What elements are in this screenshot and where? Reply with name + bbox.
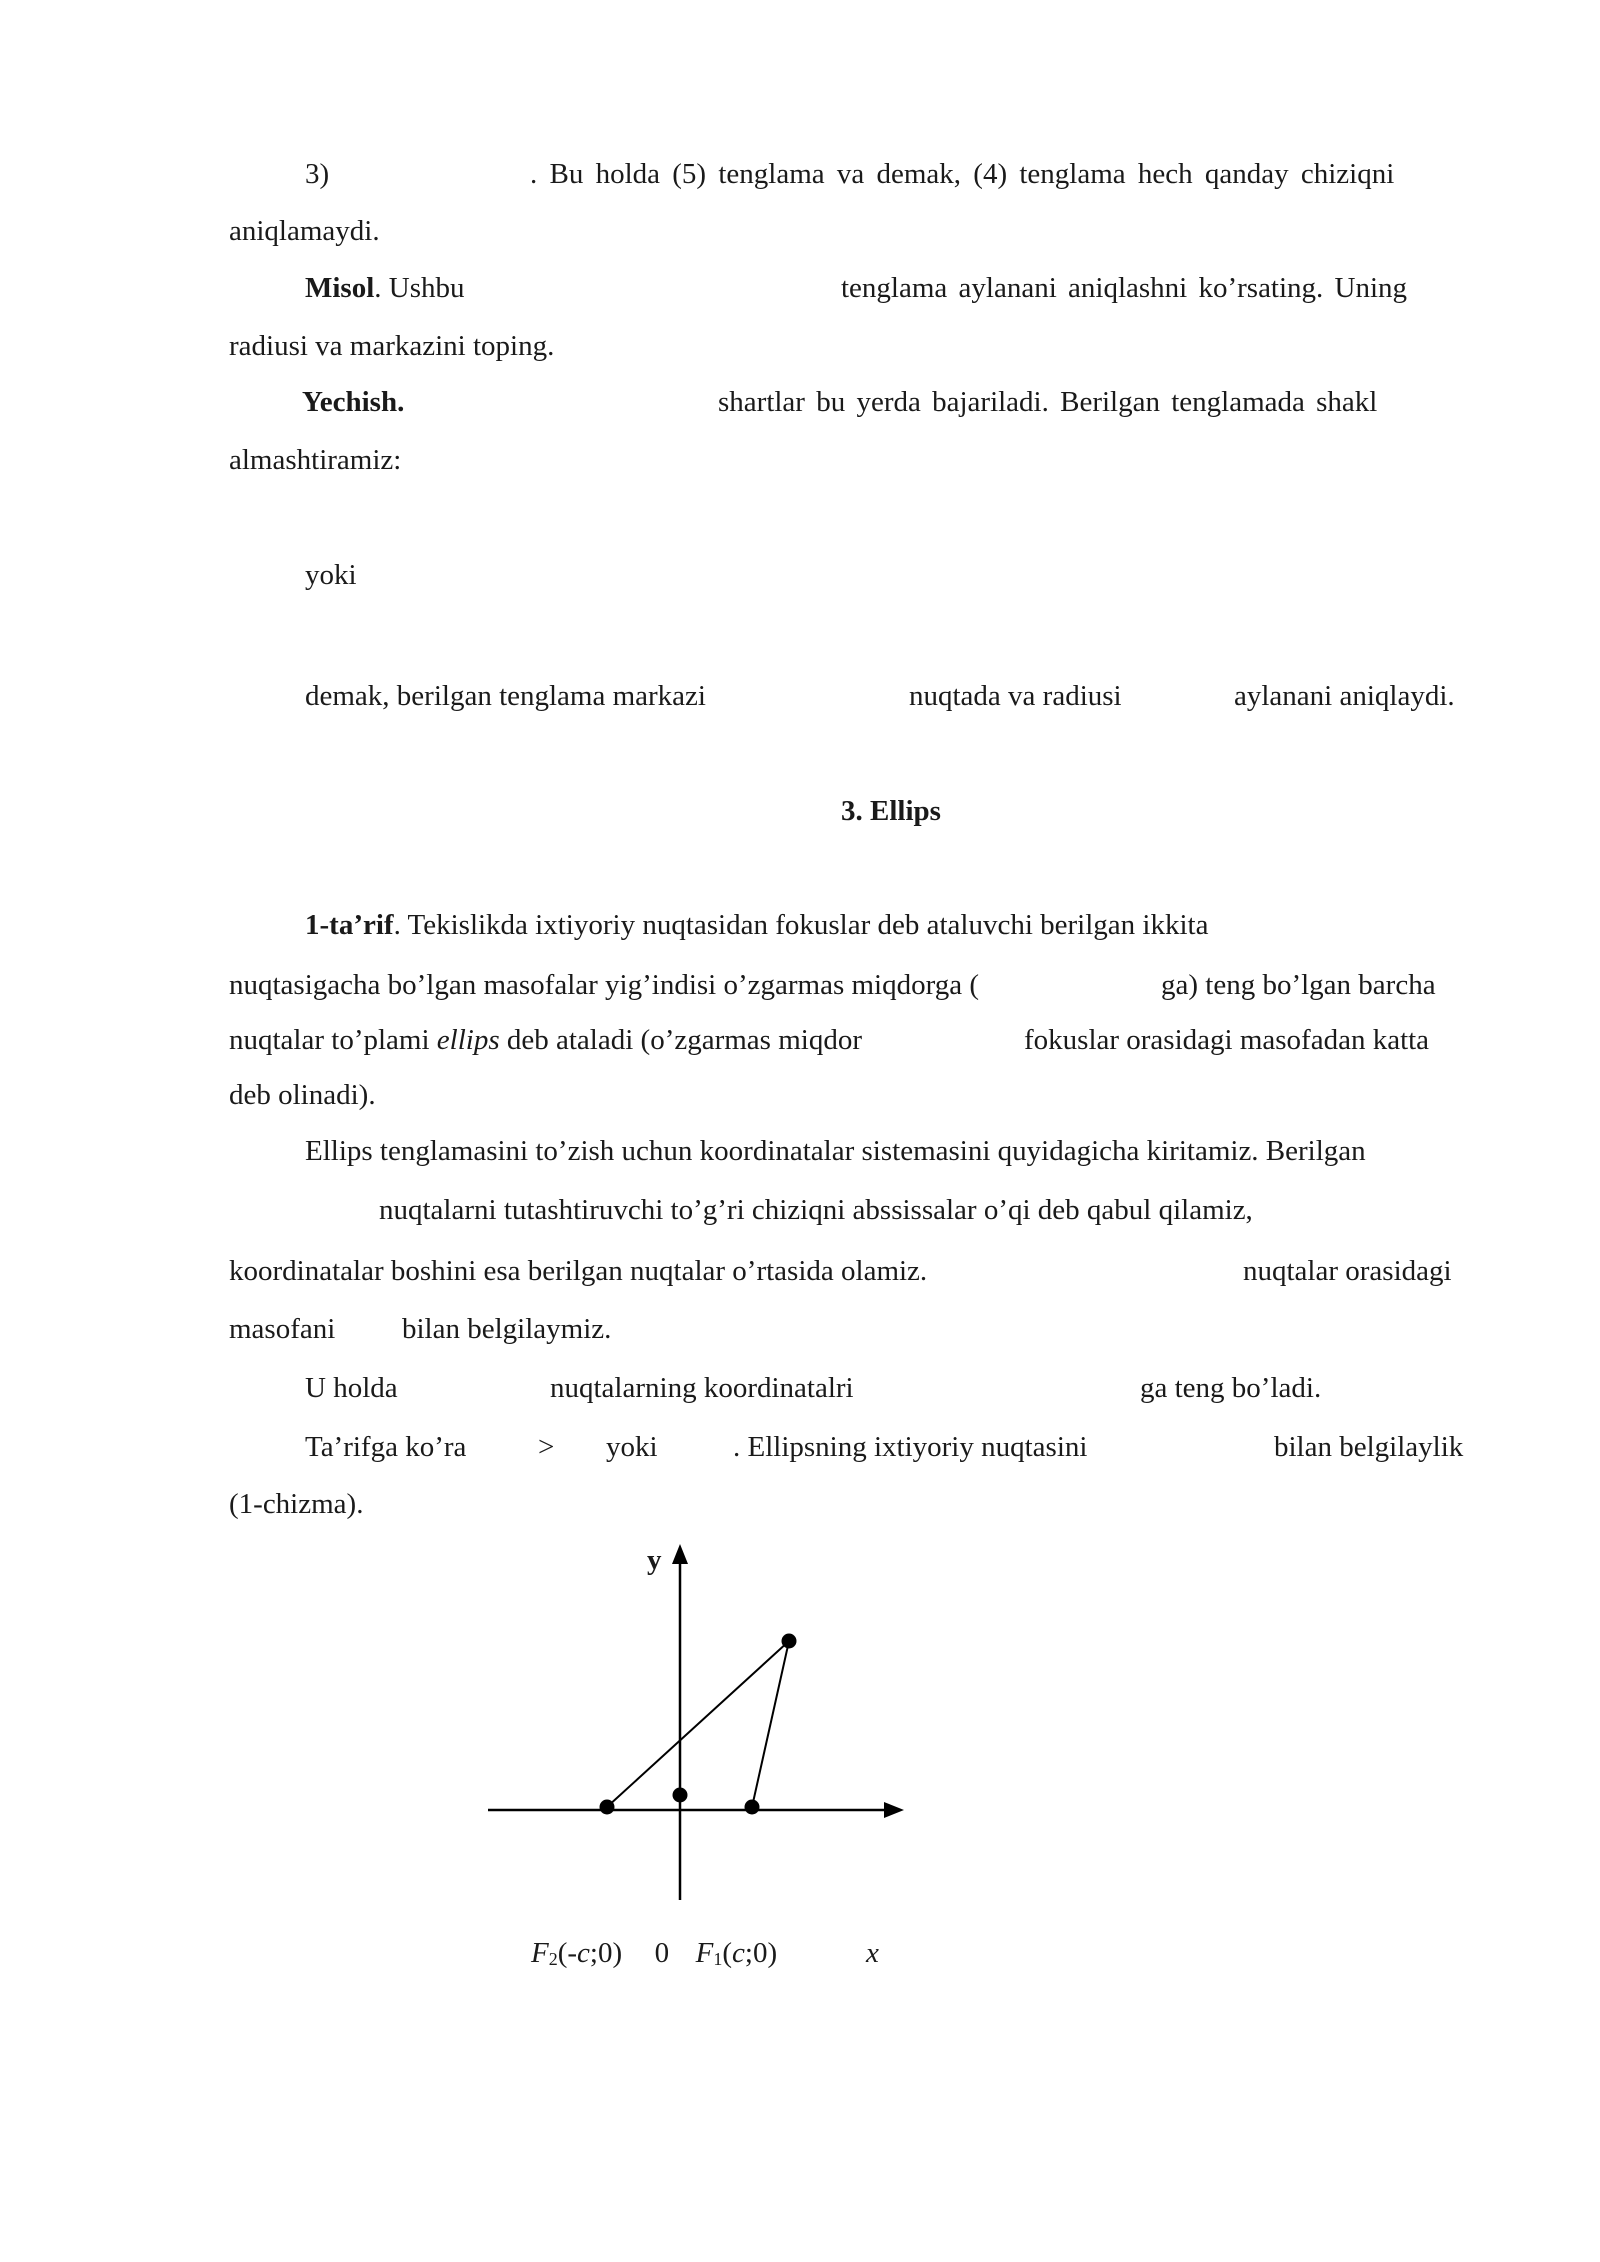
solution-label-text: Yechish. — [302, 386, 405, 418]
conclusion-part-c: aylanani aniqlaydi. — [1234, 680, 1455, 712]
condition-gt: > — [538, 1431, 555, 1463]
solution-text: shartlar bu yerda bajariladi. Berilgan tenglamada shakl — [718, 386, 1378, 418]
f1-subscript: 1 — [713, 1949, 723, 1969]
example-line — [305, 274, 465, 303]
line-f1-to-point — [752, 1641, 789, 1807]
setup-line-1: Ellips tenglamasini to’zish uchun koordinatalar sistemasini quyidagicha kiritamiz. Berilgan — [305, 1135, 1366, 1167]
setup-line-2: nuqtalarni tutashtiruvchi to’g’ri chiziqni abssissalar o’qi deb qabul qilamiz, — [379, 1194, 1253, 1226]
figure-svg — [480, 1538, 920, 1908]
x-axis-arrow — [884, 1802, 904, 1818]
example-continuation: radiusi va markazini toping. — [229, 330, 555, 362]
condition-continuation: (1-chizma). — [229, 1488, 364, 1520]
y-axis-arrow — [672, 1544, 688, 1564]
condition-part-d: . Ellipsning ixtiyoriy nuqtasini — [733, 1431, 1088, 1463]
condition-part-e: bilan belgilaylik — [1274, 1431, 1464, 1463]
definition-line-2a: nuqtasigacha bo’lgan masofalar yig’indisi o’zgarmas miqdorga ( — [229, 969, 980, 1001]
setup-line-4a: masofani — [229, 1313, 336, 1345]
focus-f1-point — [745, 1800, 760, 1815]
coords-part-b: nuqtalarning koordinatalri — [550, 1372, 854, 1404]
paragraph-3-continuation: aniqlamaydi. — [229, 215, 380, 247]
example-text: tenglama aylanani aniqlashni ko’rsating. Uning — [841, 272, 1408, 304]
f2-coord: (-c;0) — [557, 1937, 623, 1969]
f1-coord: (c;0) — [722, 1937, 778, 1969]
focus-f2-point — [600, 1800, 615, 1815]
definition-line-3b-text: deb ataladi (o’zgarmas miqdor — [506, 1024, 862, 1056]
origin-label: 0 — [654, 1937, 670, 1969]
f2-subscript: 2 — [548, 1949, 558, 1969]
ellipse-figure — [480, 1538, 920, 1913]
definition-line-1-text: . Tekislikda ixtiyoriy nuqtasidan fokuslar deb ataluvchi berilgan ikkita — [393, 909, 1209, 941]
definition-line-4: deb olinadi). — [229, 1079, 376, 1111]
conclusion-part-a: demak, berilgan tenglama markazi — [305, 680, 706, 712]
ellipse-point-m — [782, 1634, 797, 1649]
solution-continuation: almashtiramiz: — [229, 444, 402, 476]
setup-line-3b: nuqtalar orasidagi — [1243, 1255, 1452, 1287]
setup-line-3a: koordinatalar boshini esa berilgan nuqtalar o’rtasida olamiz. — [229, 1255, 928, 1287]
section-heading: 3. Ellips — [841, 795, 941, 827]
y-axis-label: y — [647, 1544, 662, 1576]
setup-line-4b: bilan belgilaymiz. — [402, 1313, 612, 1345]
paragraph-3-number: 3) — [305, 158, 330, 190]
definition-line-2b: ga) teng bo’lgan barcha — [1161, 969, 1436, 1001]
axis-point — [673, 1788, 688, 1803]
condition-part-a: Ta’rifga ko’ra — [305, 1431, 467, 1463]
example-label: Misol — [305, 272, 375, 304]
definition-line-3a-text: nuqtalar to’plami — [229, 1024, 430, 1056]
line-f2-to-point — [607, 1641, 789, 1807]
coords-part-c: ga teng bo’ladi. — [1140, 1372, 1322, 1404]
definition-line-1 — [305, 911, 1208, 940]
coords-part-a: U holda — [305, 1372, 398, 1404]
definition-label: 1-ta’rif — [305, 909, 394, 941]
ellips-term: ellips — [436, 1024, 500, 1056]
paragraph-3-text — [530, 160, 1485, 189]
condition-yoki: yoki — [606, 1431, 658, 1463]
f2-label: F — [531, 1937, 549, 1969]
paragraph-3-text-run: . Bu holda (5) tenglama va demak, (4) tenglama hech qanday chiziqni — [530, 158, 1395, 190]
conclusion-part-b: nuqtada va radiusi — [909, 680, 1122, 712]
f1-label: F — [695, 1937, 714, 1969]
x-axis-label: x — [866, 1937, 879, 1969]
definition-line-3c: fokuslar orasidagi masofadan katta — [1024, 1024, 1430, 1056]
definition-line-3a — [229, 1026, 862, 1055]
example-intro: . Ushbu — [374, 272, 465, 304]
figure-caption — [531, 1939, 777, 1968]
yoki-word: yoki — [305, 559, 357, 591]
solution-label — [302, 388, 404, 417]
